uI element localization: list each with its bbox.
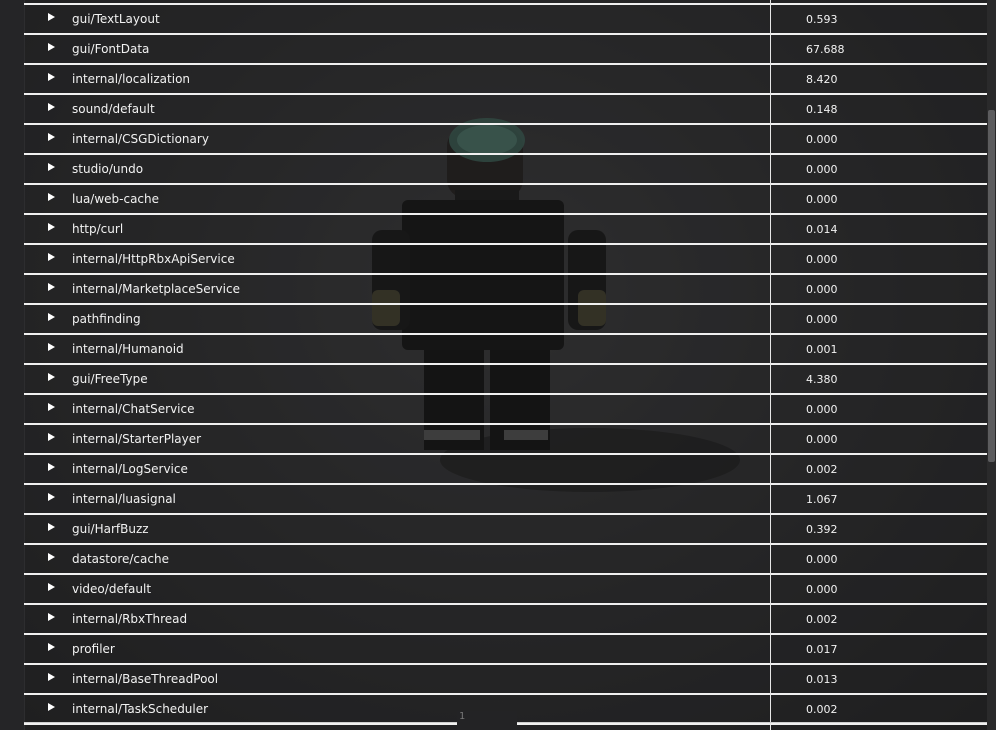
table-row[interactable]	[24, 35, 987, 65]
row-category-label: profiler	[72, 642, 115, 656]
row-category-label: internal/BaseThreadPool	[72, 672, 219, 686]
expand-arrow-icon[interactable]	[48, 643, 55, 651]
table-row[interactable]	[24, 95, 987, 125]
row-memory-value: 0.017	[806, 643, 838, 656]
row-category-label: internal/luasignal	[72, 492, 176, 506]
table-row[interactable]	[24, 485, 987, 515]
expand-arrow-icon[interactable]	[48, 133, 55, 141]
table-row[interactable]	[24, 65, 987, 95]
row-category-label: studio/undo	[72, 162, 144, 176]
row-memory-value: 0.392	[806, 523, 838, 536]
row-memory-value: 0.593	[806, 13, 838, 26]
row-memory-value: 0.000	[806, 193, 838, 206]
row-memory-value: 0.000	[806, 253, 838, 266]
row-category-label: http/curl	[72, 222, 124, 236]
row-category-label: pathfinding	[72, 312, 141, 326]
row-category-label: video/default	[72, 582, 152, 596]
expand-arrow-icon[interactable]	[48, 313, 55, 321]
expand-arrow-icon[interactable]	[48, 193, 55, 201]
row-category-label: gui/FreeType	[72, 372, 148, 386]
row-memory-value: 0.000	[806, 553, 838, 566]
table-row[interactable]	[24, 635, 987, 665]
table-row[interactable]	[24, 125, 987, 155]
row-memory-value: 0.000	[806, 583, 838, 596]
table-row[interactable]	[24, 545, 987, 575]
row-memory-value: 0.000	[806, 403, 838, 416]
row-category-label: gui/FontData	[72, 42, 150, 56]
row-category-label: datastore/cache	[72, 552, 169, 566]
row-memory-value: 0.002	[806, 703, 838, 716]
row-category-label: internal/ChatService	[72, 402, 195, 416]
row-memory-value: 0.000	[806, 433, 838, 446]
expand-arrow-icon[interactable]	[48, 523, 55, 531]
row-category-label: gui/TextLayout	[72, 12, 160, 26]
row-memory-value: 1.067	[806, 493, 838, 506]
expand-arrow-icon[interactable]	[48, 343, 55, 351]
expand-arrow-icon[interactable]	[48, 673, 55, 681]
expand-arrow-icon[interactable]	[48, 13, 55, 21]
row-memory-value: 8.420	[806, 73, 838, 86]
table-row[interactable]	[24, 305, 987, 335]
expand-arrow-icon[interactable]	[48, 163, 55, 171]
table-row[interactable]	[24, 335, 987, 365]
row-category-label: internal/CSGDictionary	[72, 132, 209, 146]
table-row[interactable]	[24, 5, 987, 35]
column-divider	[770, 0, 771, 730]
row-memory-value: 0.000	[806, 283, 838, 296]
expand-arrow-icon[interactable]	[48, 493, 55, 501]
left-edge-panel	[0, 0, 25, 730]
expand-arrow-icon[interactable]	[48, 373, 55, 381]
row-memory-value: 0.000	[806, 133, 838, 146]
table-row[interactable]	[24, 395, 987, 425]
expand-arrow-icon[interactable]	[48, 703, 55, 711]
table-row[interactable]	[24, 575, 987, 605]
table-row[interactable]	[24, 665, 987, 695]
table-row[interactable]	[24, 605, 987, 635]
row-memory-value: 0.148	[806, 103, 838, 116]
row-category-label: internal/LogService	[72, 462, 188, 476]
table-row[interactable]	[24, 215, 987, 245]
row-category-label: internal/MarketplaceService	[72, 282, 240, 296]
row-memory-value: 0.000	[806, 163, 838, 176]
row-memory-value: 67.688	[806, 43, 845, 56]
row-category-label: gui/HarfBuzz	[72, 522, 149, 536]
table-row[interactable]	[24, 245, 987, 275]
expand-arrow-icon[interactable]	[48, 403, 55, 411]
page-indicator-text: 1	[459, 711, 466, 722]
row-memory-value: 0.002	[806, 613, 838, 626]
row-category-label: internal/StarterPlayer	[72, 432, 202, 446]
row-category-label: internal/TaskScheduler	[72, 702, 209, 716]
row-memory-value: 0.014	[806, 223, 838, 236]
table-row[interactable]	[24, 275, 987, 305]
row-category-label: internal/RbxThread	[72, 612, 188, 626]
table-row[interactable]	[24, 365, 987, 395]
expand-arrow-icon[interactable]	[48, 253, 55, 261]
row-category-label: internal/HttpRbxApiService	[72, 252, 235, 266]
row-category-label: lua/web-cache	[72, 192, 160, 206]
row-memory-value: 0.013	[806, 673, 838, 686]
table-row[interactable]	[24, 515, 987, 545]
table-row[interactable]	[24, 425, 987, 455]
table-row[interactable]	[24, 155, 987, 185]
expand-arrow-icon[interactable]	[48, 283, 55, 291]
expand-arrow-icon[interactable]	[48, 613, 55, 621]
expand-arrow-icon[interactable]	[48, 223, 55, 231]
row-category-label: internal/Humanoid	[72, 342, 184, 356]
row-category-label: internal/localization	[72, 72, 191, 86]
expand-arrow-icon[interactable]	[48, 103, 55, 111]
row-memory-value: 4.380	[806, 373, 838, 386]
expand-arrow-icon[interactable]	[48, 433, 55, 441]
scrollbar-thumb[interactable]	[988, 110, 995, 462]
page-indicator-box	[457, 711, 517, 730]
expand-arrow-icon[interactable]	[48, 583, 55, 591]
expand-arrow-icon[interactable]	[48, 43, 55, 51]
row-category-label: sound/default	[72, 102, 155, 116]
table-row[interactable]	[24, 185, 987, 215]
expand-arrow-icon[interactable]	[48, 553, 55, 561]
table-row[interactable]	[24, 455, 987, 485]
expand-arrow-icon[interactable]	[48, 463, 55, 471]
expand-arrow-icon[interactable]	[48, 73, 55, 81]
row-memory-value: 0.002	[806, 463, 838, 476]
row-memory-value: 0.001	[806, 343, 838, 356]
row-memory-value: 0.000	[806, 313, 838, 326]
